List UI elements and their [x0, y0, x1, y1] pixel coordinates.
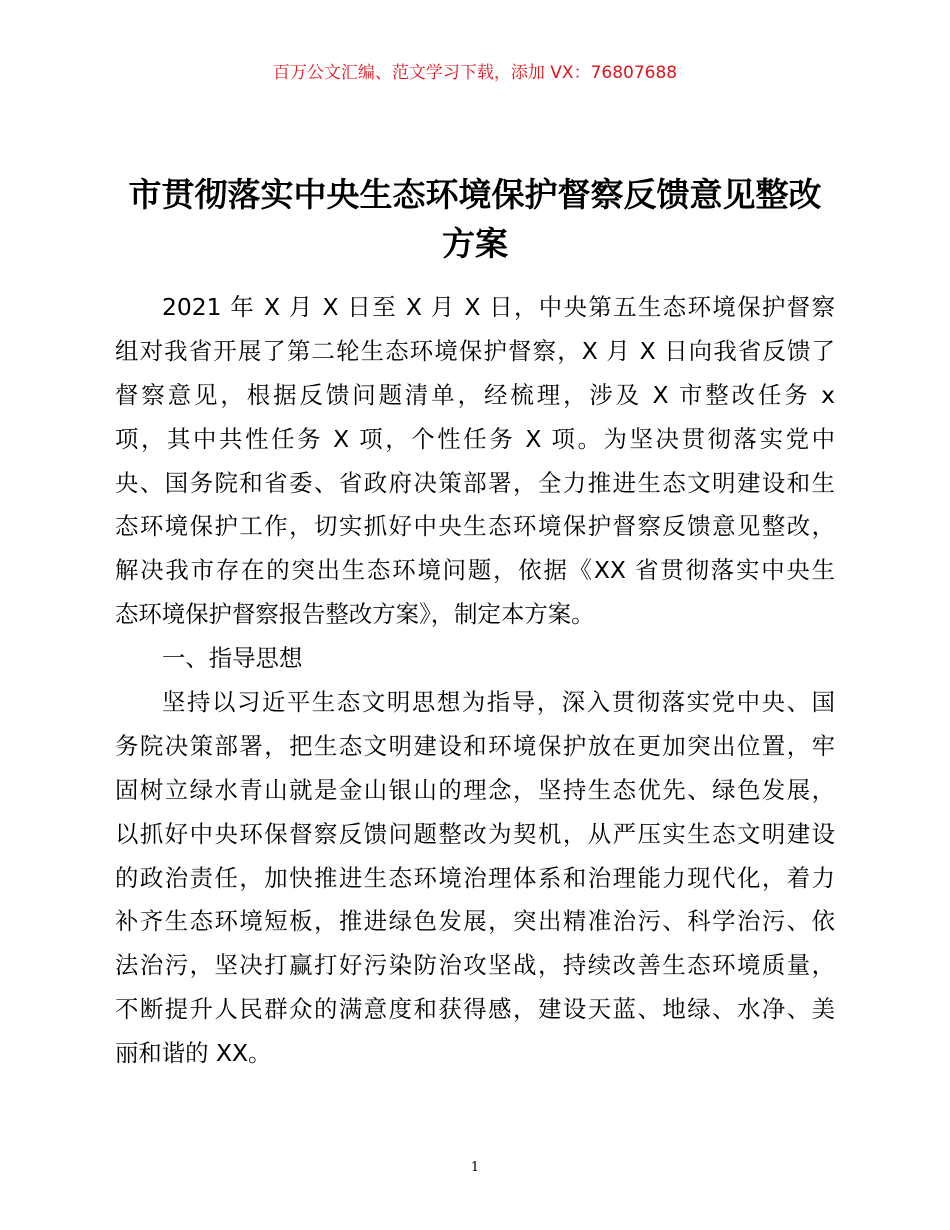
text-line: 解决我市存在的突出生态环境问题，依据《XX 省贯彻落实中央生: [115, 556, 835, 585]
text-line: 丽和谐的 XX。: [115, 1039, 272, 1068]
text-line: 督察意见，根据反馈问题清单，经梳理，涉及 X 市整改任务 x: [115, 380, 835, 409]
text-line: 态环境保护工作，切实抓好中央生态环境保护督察反馈意见整改，: [115, 512, 835, 541]
page-number: 1: [470, 1160, 480, 1175]
text-line: 的政治责任，加快推进生态环境治理体系和治理能力现代化，着力: [115, 863, 835, 892]
text-line: 以抓好中央环保督察反馈问题整改为契机，从严压实生态文明建设: [115, 819, 835, 848]
text-line: 央、国务院和省委、省政府决策部署，全力推进生态文明建设和生: [115, 468, 835, 497]
text-line: 补齐生态环境短板，推进绿色发展，突出精准治污、科学治污、依: [115, 907, 835, 936]
text-line: 务院决策部署，把生态文明建设和环境保护放在更加突出位置，牢: [115, 731, 835, 760]
document-body: [115, 286, 835, 1076]
text-line: 2021 年 X 月 X 日至 X 月 X 日，中央第五生态环境保护督察: [162, 293, 835, 321]
text-line: 法治污，坚决打赢打好污染防治攻坚战，持续改善生态环境质量，: [115, 951, 835, 980]
document-title: [100, 170, 850, 268]
section-heading: 一、指导思想: [162, 644, 303, 673]
text-line: 组对我省开展了第二轮生态环境保护督察，X 月 X 日向我省反馈了: [115, 336, 835, 365]
watermark-header: 百万公文汇编、范文学习下载，添加 VX：76807688: [272, 63, 678, 83]
title-line: 市贯彻落实中央生态环境保护督察反馈意见整改: [128, 175, 822, 214]
paragraph-intro: [115, 286, 835, 637]
title-line: 方案: [442, 224, 508, 263]
text-line: 坚持以习近平生态文明思想为指导，深入贯彻落实党中央、国: [162, 688, 835, 717]
text-line: 态环境保护督察报告整改方案》，制定本方案。: [115, 600, 595, 629]
paragraph-guiding-ideology: [115, 681, 835, 1076]
text-line: 固树立绿水青山就是金山银山的理念，坚持生态优先、绿色发展，: [115, 775, 835, 804]
text-line: 项，其中共性任务 X 项，个性任务 X 项。为坚决贯彻落实党中: [115, 424, 835, 453]
text-line: 不断提升人民群众的满意度和获得感，建设天蓝、地绿、水净、美: [115, 995, 835, 1024]
